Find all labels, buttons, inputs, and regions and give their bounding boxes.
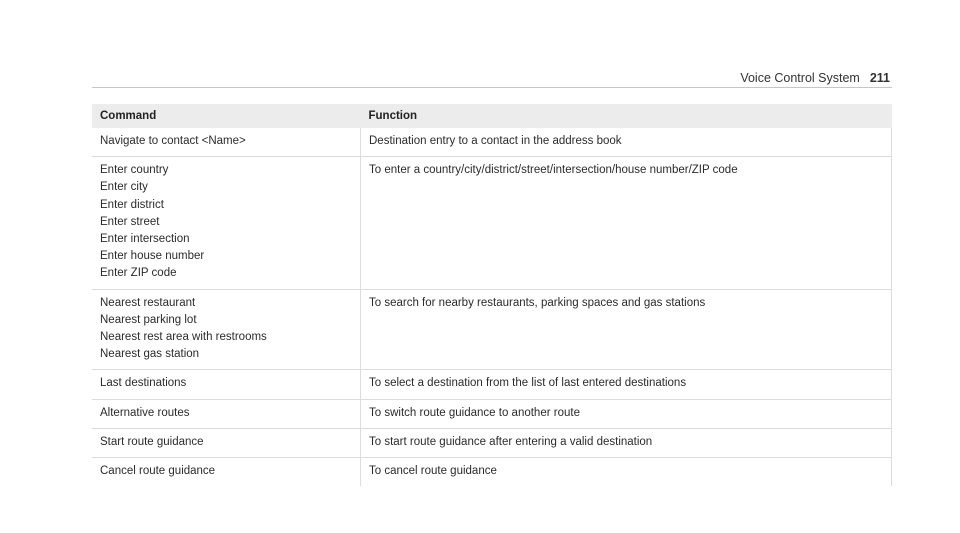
table-row xyxy=(92,428,892,457)
command-text: Cancel route guidance xyxy=(100,465,216,478)
command-text: Nearest restaurant xyxy=(100,296,196,309)
command-text: Enter city xyxy=(100,181,148,194)
function-cell: To search for nearby restaurants, parking spaces and gas stations xyxy=(361,289,892,370)
table-header-row xyxy=(92,104,892,128)
command-text: Enter house number xyxy=(100,250,205,263)
function-cell: To switch route guidance to another route xyxy=(361,399,892,428)
command-text: Last destinations xyxy=(100,377,187,390)
table-row xyxy=(92,128,892,157)
command-cell xyxy=(92,289,361,370)
page-number: 211 xyxy=(869,71,890,85)
command-text: Alternative routes xyxy=(100,406,190,419)
function-cell: To select a destination from the list of last entered destinations xyxy=(361,370,892,399)
command-cell xyxy=(92,458,361,487)
command-cell xyxy=(92,157,361,289)
column-header-command: Command xyxy=(92,104,361,128)
command-text: Enter ZIP code xyxy=(100,267,177,280)
command-text: Enter street xyxy=(100,215,160,228)
header-rule xyxy=(92,87,892,88)
table-row xyxy=(92,157,892,289)
command-text: Navigate to contact <Name> xyxy=(100,135,246,147)
command-cell xyxy=(92,399,361,428)
function-cell: To cancel route guidance xyxy=(361,458,892,487)
table-row xyxy=(92,458,892,487)
table-row xyxy=(92,399,892,428)
function-cell: To enter a country/city/district/street/intersection/house number/ZIP code xyxy=(361,157,892,289)
running-head-title: Voice Control System xyxy=(740,71,860,85)
table-row xyxy=(92,289,892,370)
command-text: Nearest gas station xyxy=(100,348,200,361)
column-header-function: Function xyxy=(361,104,892,128)
command-cell xyxy=(92,370,361,399)
command-cell xyxy=(92,128,361,157)
voice-command-table xyxy=(92,104,892,486)
command-text: Start route guidance xyxy=(100,435,204,448)
command-text: Enter district xyxy=(100,198,164,211)
command-cell xyxy=(92,428,361,457)
command-text: Enter intersection xyxy=(100,233,190,246)
function-cell: Destination entry to a contact in the address book xyxy=(361,128,892,157)
table-row xyxy=(92,370,892,399)
command-text: Enter country xyxy=(100,164,169,177)
command-text: Nearest rest area with restrooms xyxy=(100,331,267,344)
function-cell: To start route guidance after entering a valid destination xyxy=(361,428,892,457)
command-text: Nearest parking lot xyxy=(100,313,197,326)
running-head xyxy=(740,71,890,85)
